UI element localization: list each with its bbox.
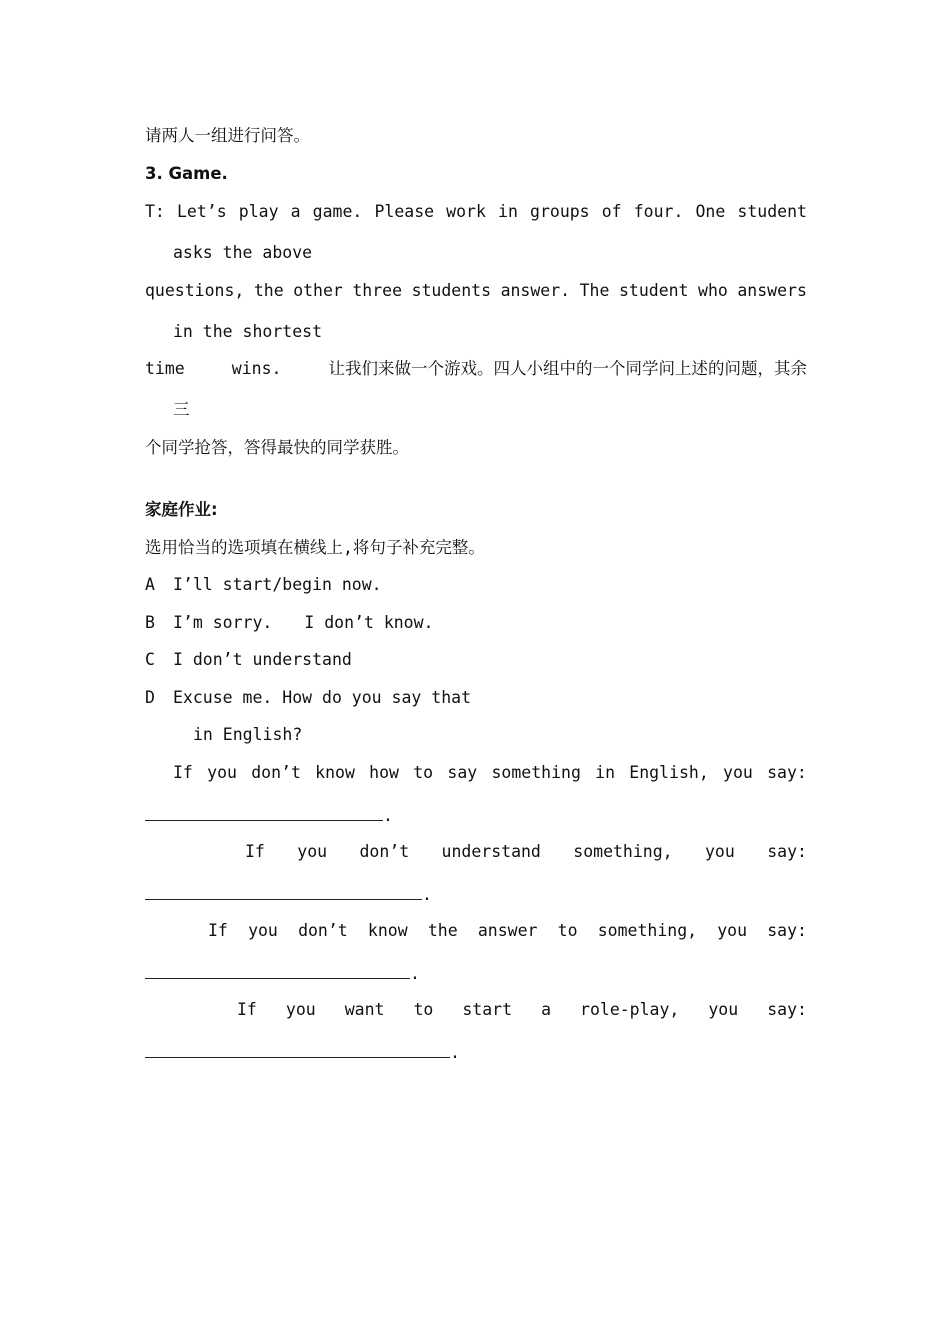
option-text: I don’t understand [173, 650, 352, 669]
word: you [297, 842, 328, 861]
word: you [723, 763, 753, 782]
word: play [238, 202, 279, 221]
question-4 [237, 999, 807, 1021]
option-d [145, 687, 807, 709]
word: the [253, 281, 284, 300]
homework-heading: 家庭作业: [145, 500, 218, 519]
game-line-3 [145, 280, 807, 302]
word: know [315, 763, 355, 782]
word: student [737, 202, 807, 221]
word: One [695, 202, 726, 221]
word: work [446, 202, 486, 221]
word: questions, [145, 281, 245, 300]
word: a [541, 1000, 551, 1019]
word: start [462, 1000, 513, 1019]
word: T: [145, 202, 165, 221]
word: you [285, 1000, 316, 1019]
word: groups [530, 202, 590, 221]
word: student [618, 281, 689, 300]
word: how [369, 763, 399, 782]
question-3 [208, 920, 807, 942]
answer-blank-1[interactable] [145, 806, 383, 821]
word: don’t [298, 921, 348, 940]
word: to [413, 1000, 434, 1019]
word: to [557, 921, 578, 940]
option-b [145, 612, 807, 634]
game-line-4: in the shortest [173, 322, 323, 341]
word: to [413, 763, 434, 782]
option-c [145, 649, 807, 671]
period: . [410, 964, 420, 983]
word: Please [374, 202, 435, 221]
word: know [367, 921, 408, 940]
word: say: [767, 842, 807, 861]
word: you [207, 763, 237, 782]
word: understand [441, 842, 541, 861]
word: English, [629, 763, 709, 782]
option-letter: A [145, 575, 155, 594]
word: don’t [251, 763, 301, 782]
word: in [498, 202, 518, 221]
word: three [352, 281, 403, 300]
word: answers [737, 281, 807, 300]
word: the [427, 921, 458, 940]
word: you [717, 921, 748, 940]
answer-line-1 [145, 805, 807, 827]
answer-line-2 [145, 884, 807, 906]
word: something, [573, 842, 673, 861]
period: . [450, 1043, 460, 1062]
answer-line-4 [145, 1042, 807, 1064]
option-text-2: I don’t know. [304, 613, 434, 632]
word: say [447, 763, 478, 782]
word: you [705, 842, 735, 861]
word: in [595, 763, 616, 782]
option-text: I’m sorry. [173, 613, 273, 632]
question-1 [173, 762, 807, 784]
game-heading: 3. Game. [145, 164, 228, 183]
word: something [491, 763, 581, 782]
game-teacher-line [145, 201, 807, 223]
word: you [248, 921, 278, 940]
word: other [293, 281, 343, 300]
answer-blank-2[interactable] [145, 885, 422, 900]
game-line-6: 三 [173, 400, 190, 419]
option-d-continuation: in English? [193, 725, 303, 744]
homework-instruction: 选用恰当的选项填在横线上,将句子补充完整。 [145, 538, 485, 557]
option-letter: C [145, 650, 155, 669]
word: If [237, 1000, 257, 1019]
word: answer [477, 921, 538, 940]
word: If [173, 763, 193, 782]
word: answer. [500, 281, 571, 300]
word: Let’s [176, 202, 227, 221]
word: The [579, 281, 610, 300]
word: want [344, 1000, 385, 1019]
period: . [383, 806, 393, 825]
answer-blank-3[interactable] [145, 964, 410, 979]
word: say: [767, 763, 807, 782]
word: time [145, 359, 185, 378]
word: you [708, 1000, 739, 1019]
option-text: I’ll start/begin now. [173, 575, 382, 594]
word: wins. [231, 359, 282, 378]
word: four. [633, 202, 684, 221]
word: 让我们来做一个游戏。四人小组中的一个同学问上述的问题，其余 [328, 359, 807, 378]
word: If [245, 842, 265, 861]
period: . [422, 885, 432, 904]
question-2 [245, 841, 807, 863]
game-line-7: 个同学抢答，答得最快的同学获胜。 [145, 438, 409, 457]
game-line-5 [145, 358, 807, 380]
game-line-2: asks the above [173, 243, 313, 262]
word: something, [597, 921, 698, 940]
intro-text: 请两人一组进行问答。 [145, 126, 310, 145]
word: If [208, 921, 228, 940]
option-text: Excuse me. How do you say that [173, 688, 472, 707]
option-letter: B [145, 613, 155, 632]
word: students [411, 281, 492, 300]
word: who [698, 281, 728, 300]
answer-blank-4[interactable] [145, 1043, 450, 1058]
option-a [145, 574, 807, 596]
word: say: [767, 921, 807, 940]
word: say: [767, 1000, 807, 1019]
option-letter: D [145, 688, 155, 707]
answer-line-3 [145, 963, 807, 985]
word: a [290, 202, 301, 221]
word: game. [312, 202, 363, 221]
word: role-play, [580, 1000, 680, 1019]
word: of [601, 202, 622, 221]
word: don’t [359, 842, 410, 861]
spacer [272, 612, 304, 634]
